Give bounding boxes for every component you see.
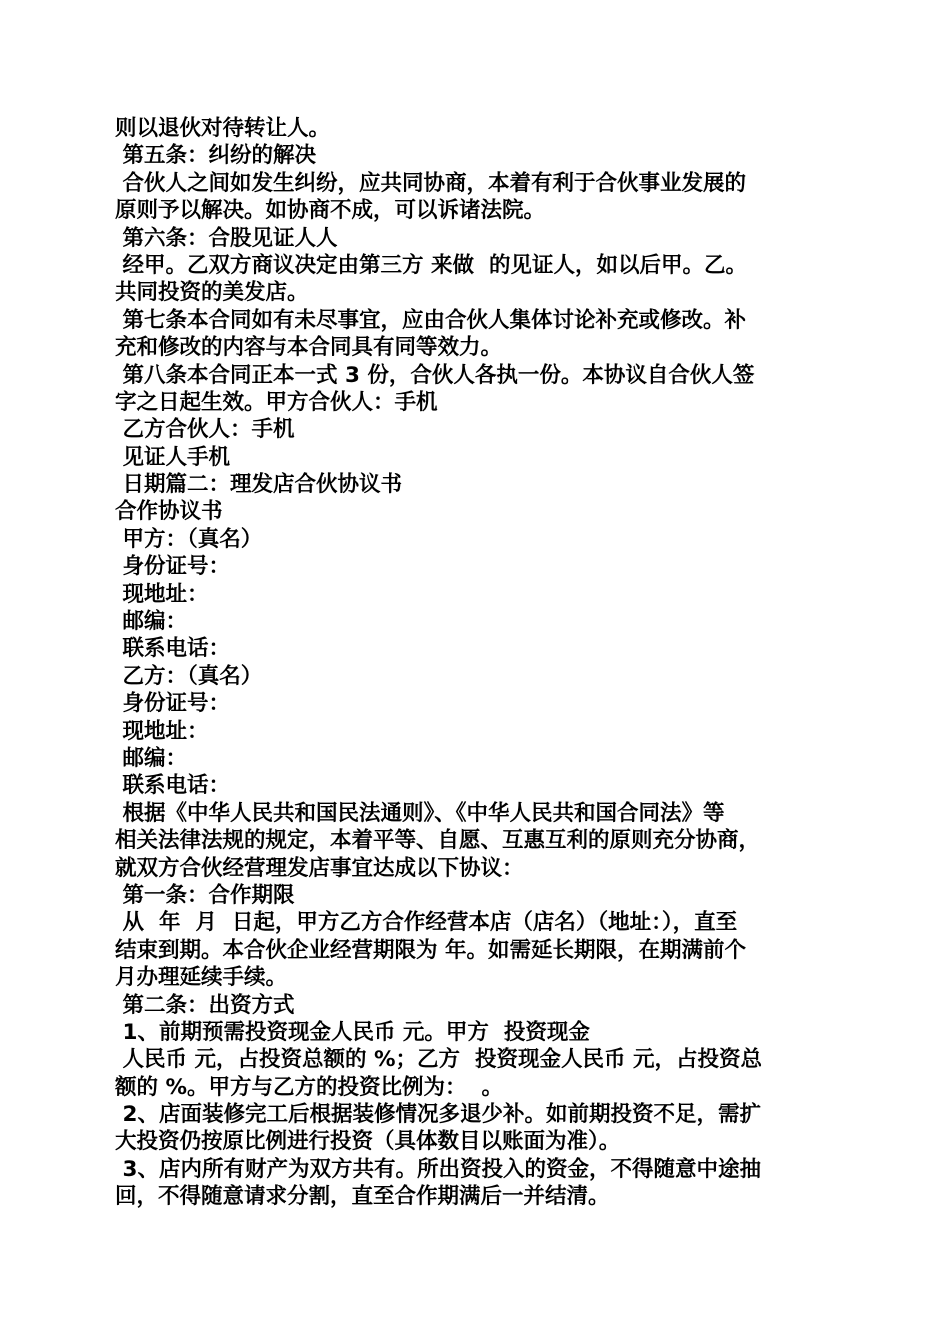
text-line: 日期篇二：理发店合伙协议书 [115,472,402,498]
section-heading: 第五条：纠纷的解决 [115,143,316,169]
party-a-name-field: 甲方：（真名） [115,526,263,552]
signature-field: 乙方合伙人：手机 [115,417,295,443]
text-line: 3、店内所有财产为双方共有。所出资投入的资金，不得随意中途抽 [115,1156,761,1182]
text-line: 1、前期预需投资现金人民币 元。甲方 投资现金 [115,1019,590,1045]
party-a-phone-field: 联系电话： [115,636,230,662]
text-line: 共同投资的美发店。 [115,280,309,306]
text-line: 额的 %。甲方与乙方的投资比例为： 。 [115,1074,503,1100]
party-a-postcode-field: 邮编： [115,609,187,635]
section-heading: 第一条：合作期限 [115,882,295,908]
section-heading: 第六条：合股见证人人 [115,225,338,251]
party-b-id-field: 身份证号： [115,691,230,717]
text-line: 大投资仍按原比例进行投资（具体数目以账面为准）。 [115,1129,621,1155]
text-line: 从 年 月 日起，甲方乙方合作经营本店（店名）（地址：），直至 [115,910,738,936]
document-page [115,115,835,1211]
text-line: 字之日起生效。甲方合伙人：手机 [115,389,438,415]
document-title: 合作协议书 [115,499,223,525]
party-b-phone-field: 联系电话： [115,773,230,799]
text-line: 原则予以解决。如协商不成，可以诉诸法院。 [115,198,546,224]
text-line: 月办理延续手续。 [115,965,288,991]
text-line: 第七条本合同如有未尽事宜，应由合伙人集体讨论补充或修改。补 [115,307,746,333]
text-line: 人民币 元，占投资总额的 %；乙方 投资现金人民币 元，占投资总 [115,1047,762,1073]
text-line: 经甲。乙双方商议决定由第三方 来做 的见证人，如以后甲。乙。 [115,252,747,278]
text-line: 2、店面装修完工后根据装修情况多退少补。如前期投资不足，需扩 [115,1102,761,1128]
signature-field: 见证人手机 [115,444,230,470]
party-b-postcode-field: 邮编： [115,745,187,771]
text-line: 根据《中华人民共和国民法通则》、《中华人民共和国合同法》等 [115,800,725,826]
party-b-address-field: 现地址： [115,718,209,744]
text-line: 回，不得随意请求分割，直至合作期满后一并结清。 [115,1184,610,1210]
text-line: 则以退伙对待转让人。 [115,116,331,141]
text-line: 第八条本合同正本一式 3 份，合伙人各执一份。本协议自合伙人签 [115,362,755,388]
text-line: 充和修改的内容与本合同具有同等效力。 [115,335,503,361]
text-line: 结束到期。本合伙企业经营期限为 年。如需延长期限，在期满前个 [115,937,746,963]
text-line: 就双方合伙经营理发店事宜达成以下协议： [115,855,524,881]
section-heading: 第二条：出资方式 [115,992,295,1018]
text-line: 合伙人之间如发生纠纷，应共同协商，本着有利于合伙事业发展的 [115,170,746,196]
party-a-id-field: 身份证号： [115,554,230,580]
party-b-name-field: 乙方：（真名） [115,663,263,689]
text-line: 相关法律法规的规定，本着平等、自愿、互惠互利的原则充分协商， [115,828,761,854]
party-a-address-field: 现地址： [115,581,209,607]
